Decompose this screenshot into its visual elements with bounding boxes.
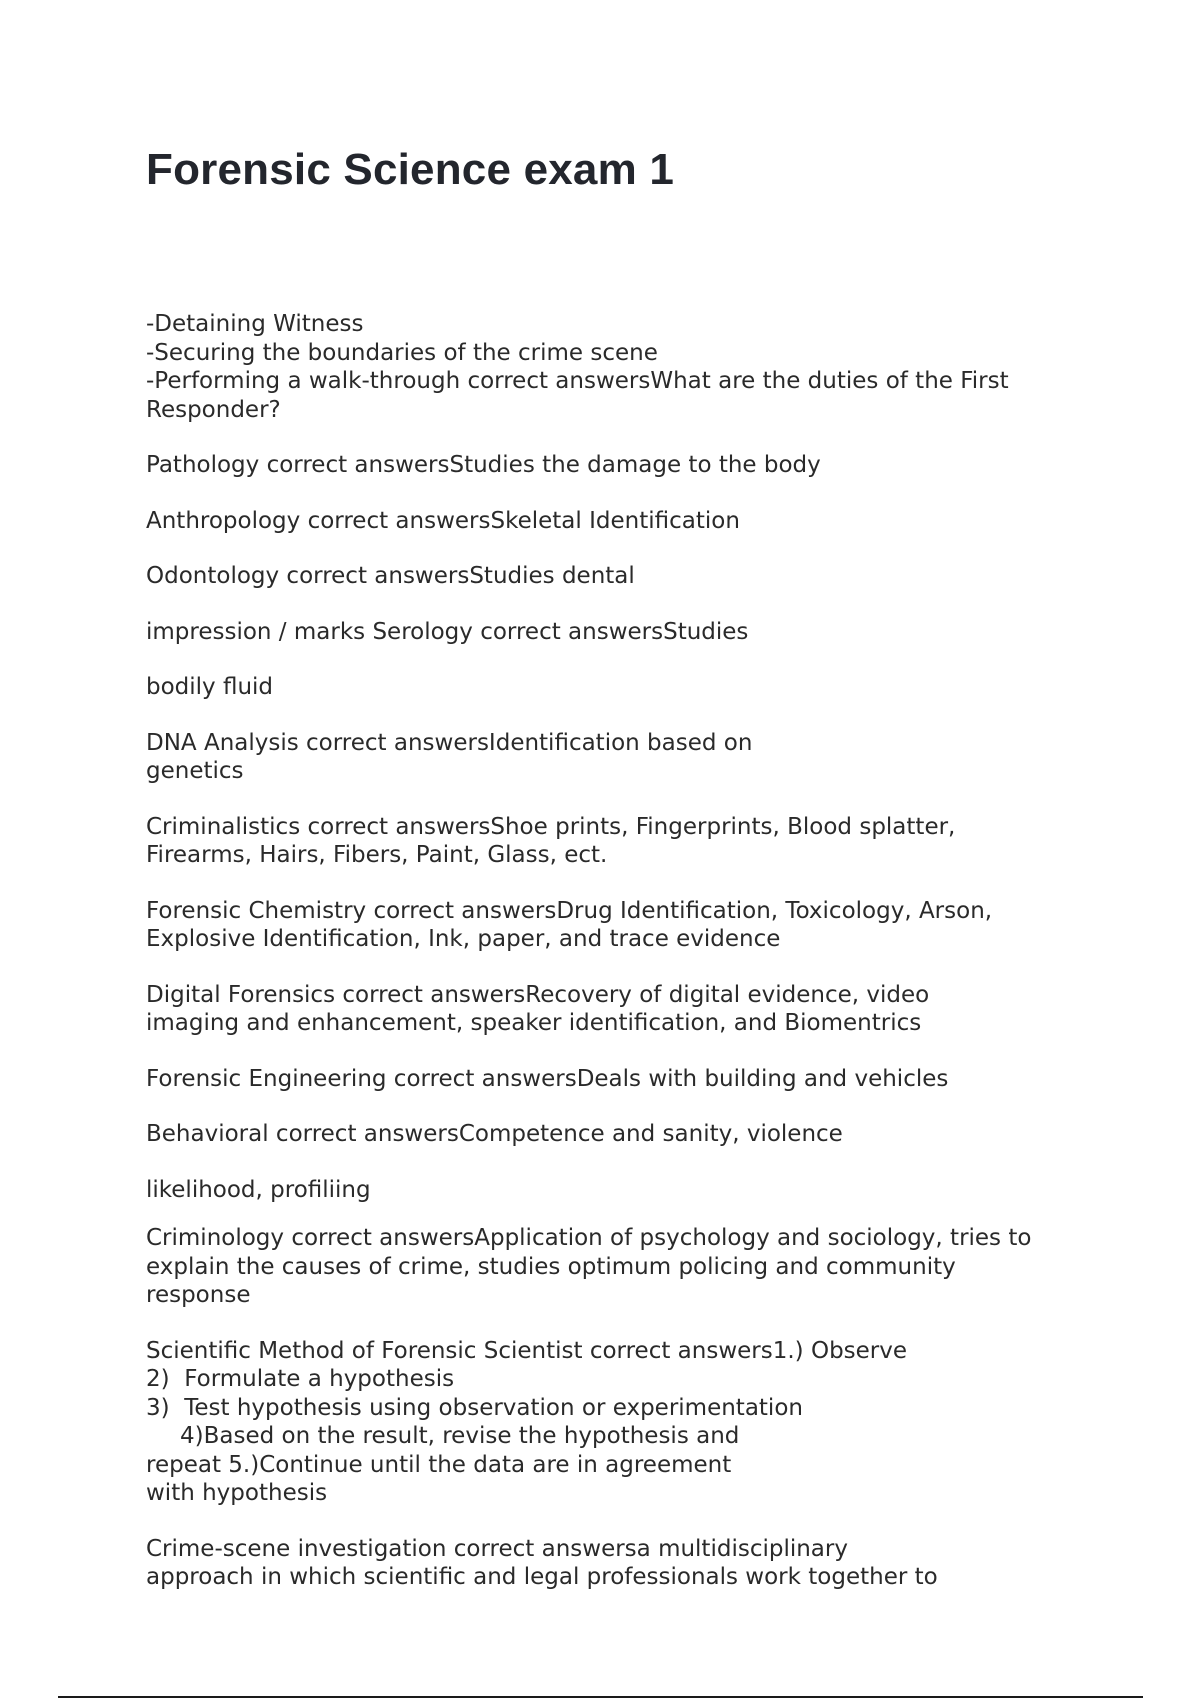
text-block-serology	[146, 618, 1106, 647]
text-line: Forensic Engineering correct answersDeals with building and vehicles	[146, 1065, 949, 1092]
text-block-crime-scene-investigation	[146, 1535, 1106, 1592]
text-line: explain the causes of crime, studies optimum policing and community	[146, 1253, 956, 1280]
text-line: DNA Analysis correct answersIdentification based on	[146, 729, 753, 756]
text-block-behavioral	[146, 1120, 1106, 1149]
document-body	[146, 310, 1106, 1619]
text-block-odontology	[146, 562, 1106, 591]
text-line: approach in which scientific and legal professionals work together to	[146, 1564, 938, 1590]
text-block-scientific-method	[146, 1337, 1106, 1508]
text-block-criminalistics	[146, 813, 1106, 870]
text-line: Scientific Method of Forensic Scientist correct answers1.) Observe	[146, 1337, 908, 1364]
text-block-forensic-chemistry	[146, 897, 1106, 954]
text-line: 3) Test hypothesis using observation or experimentation	[146, 1394, 803, 1421]
text-block-criminology	[146, 1224, 1106, 1310]
text-block-anthropology	[146, 507, 1106, 536]
text-line: Anthropology correct answersSkeletal Identification	[146, 507, 740, 534]
page-bottom-rule	[58, 1696, 1143, 1698]
text-line: Criminology correct answersApplication of psychology and sociology, tries to	[146, 1225, 1032, 1251]
text-line: Odontology correct answersStudies dental	[146, 563, 635, 589]
text-line: 2) Formulate a hypothesis	[146, 1366, 455, 1392]
text-line: -Performing a walk-through correct answersWhat are the duties of the First	[146, 368, 1009, 394]
text-line: -Securing the boundaries of the crime scene	[146, 339, 658, 366]
text-line: Pathology correct answersStudies the damage to the body	[146, 452, 821, 478]
text-block-pathology	[146, 451, 1106, 480]
text-line: with hypothesis	[146, 1480, 328, 1506]
text-block-first-responder	[146, 310, 1106, 424]
text-line: impression / marks Serology correct answersStudies	[146, 618, 749, 645]
text-line: Crime-scene investigation correct answersa multidisciplinary	[146, 1535, 848, 1562]
text-line: imaging and enhancement, speaker identification, and Biomentrics	[146, 1010, 922, 1036]
text-line: likelihood, profiliing	[146, 1176, 371, 1203]
document-title: Forensic Science exam 1	[146, 145, 675, 194]
text-block-forensic-engineering	[146, 1065, 1106, 1094]
text-block-likelihood	[146, 1176, 1106, 1205]
text-line: -Detaining Witness	[146, 311, 364, 337]
text-block-bodily-fluid	[146, 673, 1106, 702]
text-line: repeat 5.)Continue until the data are in agreement	[146, 1451, 732, 1478]
text-block-digital-forensics	[146, 981, 1106, 1038]
text-line: Forensic Chemistry correct answersDrug Identification, Toxicology, Arson,	[146, 897, 993, 924]
text-line: bodily fluid	[146, 674, 274, 700]
text-line: Firearms, Hairs, Fibers, Paint, Glass, ect.	[146, 842, 608, 868]
text-line: response	[146, 1282, 251, 1308]
text-line: Responder?	[146, 396, 281, 423]
text-line: Digital Forensics correct answersRecovery of digital evidence, video	[146, 981, 930, 1008]
text-line: Behavioral correct answersCompetence and sanity, violence	[146, 1121, 843, 1147]
text-line: Explosive Identification, Ink, paper, and trace evidence	[146, 926, 781, 952]
text-block-dna-analysis	[146, 729, 1106, 786]
text-line: Criminalistics correct answersShoe prints, Fingerprints, Blood splatter,	[146, 813, 956, 840]
text-line: 4)Based on the result, revise the hypothesis and	[180, 1423, 740, 1449]
text-line: genetics	[146, 758, 244, 784]
